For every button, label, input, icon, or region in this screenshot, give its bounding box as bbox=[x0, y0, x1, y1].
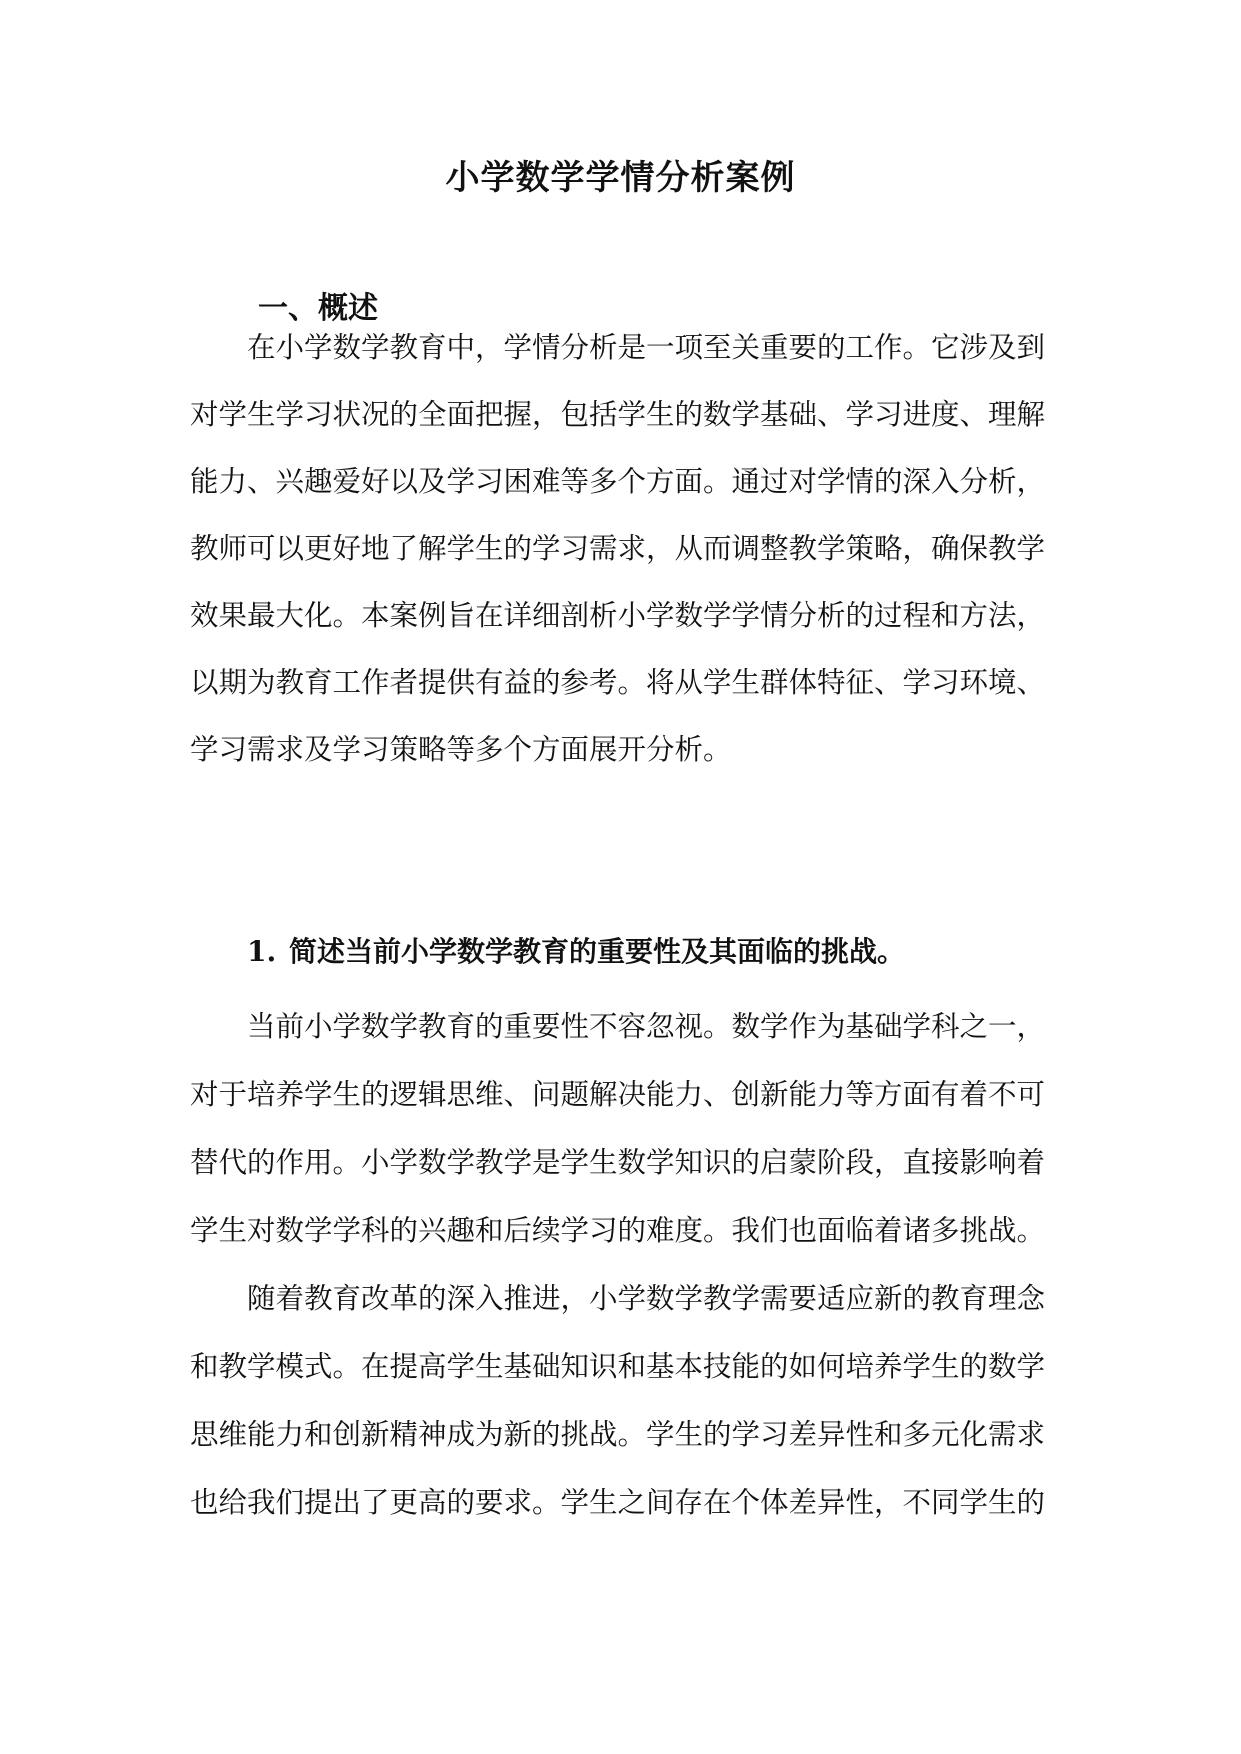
paragraph-line: 在小学数学教育中，学情分析是一项至关重要的工作。它涉及到 bbox=[247, 331, 1046, 364]
subsection-number: 1. bbox=[247, 935, 277, 968]
paragraph-line: 效果最大化。本案例旨在详细剖析小学数学学情分析的过程和方法， bbox=[190, 599, 1046, 632]
paragraph-line: 和教学模式。在提高学生基础知识和基本技能的如何培养学生的数学 bbox=[190, 1350, 1046, 1383]
paragraph-line: 以期为教育工作者提供有益的参考。将从学生群体特征、学习环境、 bbox=[190, 666, 1046, 699]
paragraph-line: 思维能力和创新精神成为新的挑战。学生的学习差异性和多元化需求 bbox=[190, 1418, 1046, 1451]
paragraph-line: 替代的作用。小学数学教学是学生数学知识的启蒙阶段，直接影响着 bbox=[190, 1146, 1046, 1179]
paragraph-line: 对学生学习状况的全面把握，包括学生的数学基础、学习进度、理解 bbox=[190, 398, 1046, 431]
subsection-title: 简述当前小学数学教育的重要性及其面临的挑战。 bbox=[289, 935, 906, 968]
paragraph-line: 学习需求及学习策略等多个方面展开分析。 bbox=[190, 733, 732, 766]
paragraph-line: 能力、兴趣爱好以及学习困难等多个方面。通过对学情的深入分析， bbox=[190, 465, 1046, 498]
paragraph-line: 当前小学数学教育的重要性不容忽视。数学作为基础学科之一， bbox=[247, 1010, 1046, 1043]
subsection-heading bbox=[247, 930, 905, 970]
paragraph-line: 对于培养学生的逻辑思维、问题解决能力、创新能力等方面有着不可 bbox=[190, 1078, 1046, 1111]
section-heading-overview: 一、概述 bbox=[258, 291, 378, 326]
paragraph-line: 也给我们提出了更高的要求。学生之间存在个体差异性，不同学生的 bbox=[190, 1486, 1046, 1519]
paragraph-line: 学生对数学学科的兴趣和后续学习的难度。我们也面临着诸多挑战。 bbox=[190, 1214, 1046, 1247]
paragraph-line: 随着教育改革的深入推进，小学数学教学需要适应新的教育理念 bbox=[247, 1282, 1046, 1315]
paragraph-line: 教师可以更好地了解学生的学习需求，从而调整教学策略，确保教学 bbox=[190, 532, 1046, 565]
document-title: 小学数学学情分析案例 bbox=[445, 158, 796, 198]
